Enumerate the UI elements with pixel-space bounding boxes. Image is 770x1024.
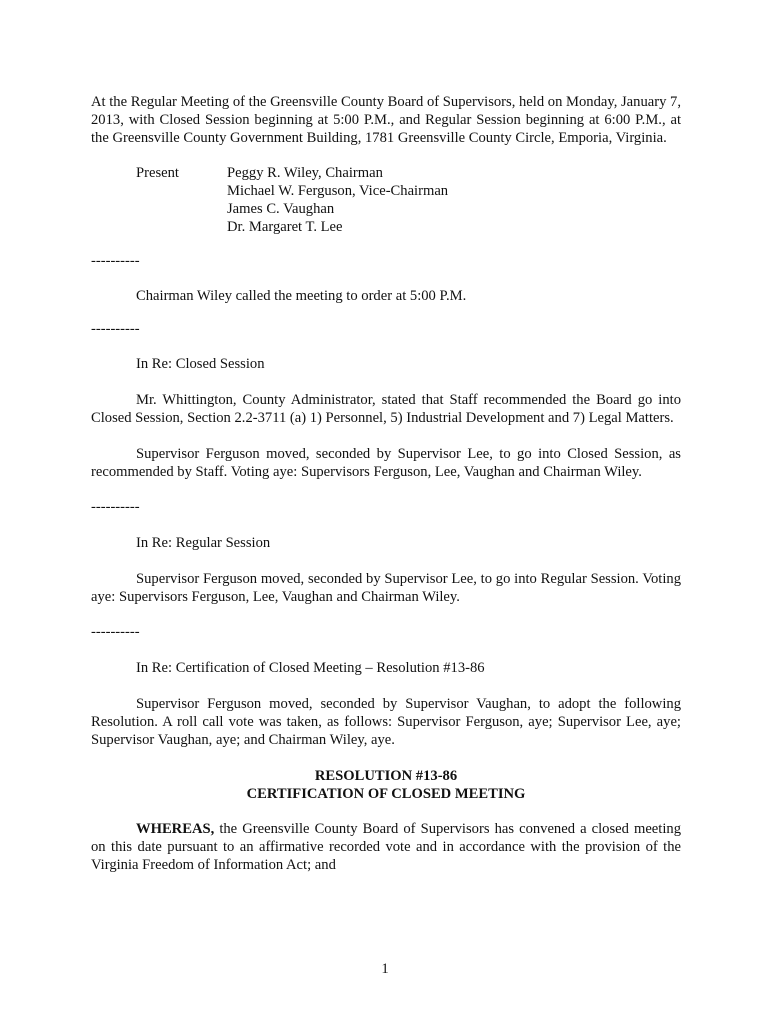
whereas-text: the Greensville County Board of Supervisors has convened a closed meeting on this date pursuant to an affirmative recorded vote and in accordance with the provision of the Virginia Freedom of Information Act; and (91, 821, 681, 873)
whereas-paragraph (91, 820, 681, 874)
resolution-subtitle: CERTIFICATION OF CLOSED MEETING (246, 786, 526, 802)
member-list (227, 164, 448, 236)
regular-session-heading: In Re: Regular Session (136, 535, 271, 551)
regular-session-motion: Supervisor Ferguson moved, seconded by Supervisor Lee, to go into Regular Session. Voting aye: Supervisors Ferguson, Lee, Vaughan and Chairman Wiley. (91, 571, 681, 605)
closed-session-motion: Supervisor Ferguson moved, seconded by Supervisor Lee, to go into Closed Session, as recommended by Staff. Voting aye: Supervisors Ferguson, Lee, Vaughan and Chairman Wiley. (91, 446, 681, 480)
resolution-title: RESOLUTION #13-86 (314, 768, 458, 784)
separator: ---------- (91, 499, 140, 515)
certification-heading: In Re: Certification of Closed Meeting – Resolution #13-86 (136, 660, 485, 676)
separator: ---------- (91, 624, 140, 640)
present-label: Present (136, 165, 179, 181)
member-item: Peggy R. Wiley, Chairman (227, 165, 383, 181)
whereas-label: WHEREAS, (136, 821, 215, 837)
present-block (91, 164, 681, 236)
member-item: Dr. Margaret T. Lee (227, 219, 343, 235)
call-to-order: Chairman Wiley called the meeting to order at 5:00 P.M. (136, 288, 467, 304)
meeting-intro: At the Regular Meeting of the Greensville County Board of Supervisors, held on Monday, January 7, 2013, with Closed Session beginning at 5:00 P.M., and Regular Session beginning at 6:00 P.M., at the Greensville County Government Building, 1781 Greensville County Circle, Emporia, Virginia. (91, 94, 681, 146)
page-number: 1 (381, 961, 389, 977)
certification-motion: Supervisor Ferguson moved, seconded by Supervisor Vaughan, to adopt the following Resolution. A roll call vote was taken, as follows: Supervisor Ferguson, aye; Supervisor Lee, aye; Supervisor Vaughan, aye; and Chairman Wiley, aye. (91, 696, 681, 748)
separator: ---------- (91, 253, 140, 269)
member-item: Michael W. Ferguson, Vice-Chairman (227, 183, 449, 199)
document-page (91, 93, 681, 874)
closed-session-heading: In Re: Closed Session (136, 356, 265, 372)
separator: ---------- (91, 321, 140, 337)
member-item: James C. Vaughan (227, 201, 335, 217)
closed-session-paragraph: Mr. Whittington, County Administrator, stated that Staff recommended the Board go into Closed Session, Section 2.2-3711 (a) 1) Personnel, 5) Industrial Development and 7) Legal Matters. (91, 392, 681, 426)
